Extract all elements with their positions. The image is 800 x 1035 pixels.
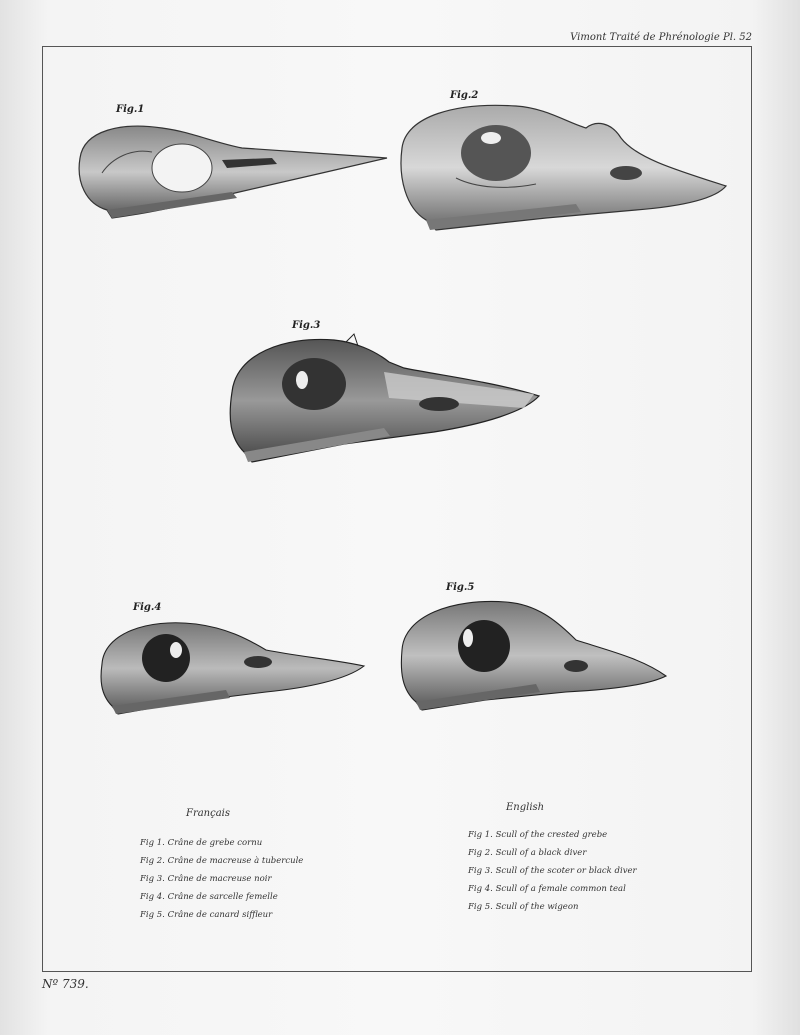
caption-english-item: Fig 3. Scull of the scoter or black diver <box>468 866 637 876</box>
plate-header-title: Vimont Traité de Phrénologie Pl. 52 <box>570 32 752 43</box>
figure-4-label: Fig.4 <box>133 602 162 613</box>
figure-3-skull-illustration <box>224 332 544 474</box>
caption-french-list <box>140 834 303 924</box>
figure-4-skull-illustration <box>96 614 368 724</box>
caption-french-item: Fig 5. Crâne de canard siffleur <box>140 910 273 920</box>
caption-french-item: Fig 1. Crâne de grebe cornu <box>140 838 263 848</box>
caption-english-item: Fig 2. Scull of a black diver <box>468 848 587 858</box>
figure-1-skull-illustration <box>72 118 392 228</box>
caption-french-item: Fig 3. Crâne de macreuse noir <box>140 874 272 884</box>
figure-5-skull-illustration <box>396 594 671 716</box>
caption-english-heading: English <box>506 802 545 813</box>
figure-3-label: Fig.3 <box>292 320 321 331</box>
figure-5-label: Fig.5 <box>446 582 475 593</box>
caption-french-item: Fig 2. Crâne de macreuse à tubercule <box>140 856 304 866</box>
figure-2-skull-illustration <box>396 98 731 243</box>
caption-french-item: Fig 4. Crâne de sarcelle femelle <box>140 892 278 902</box>
caption-english-list <box>468 826 637 916</box>
caption-english-item: Fig 5. Scull of the wigeon <box>468 902 579 912</box>
caption-french-heading: Français <box>186 808 231 819</box>
figure-1-label: Fig.1 <box>116 104 145 115</box>
caption-english-item: Fig 4. Scull of a female common teal <box>468 884 626 894</box>
caption-english-item: Fig 1. Scull of the crested grebe <box>468 830 608 840</box>
plate-number: Nº 739. <box>42 977 89 991</box>
figure-2-label: Fig.2 <box>450 90 479 101</box>
